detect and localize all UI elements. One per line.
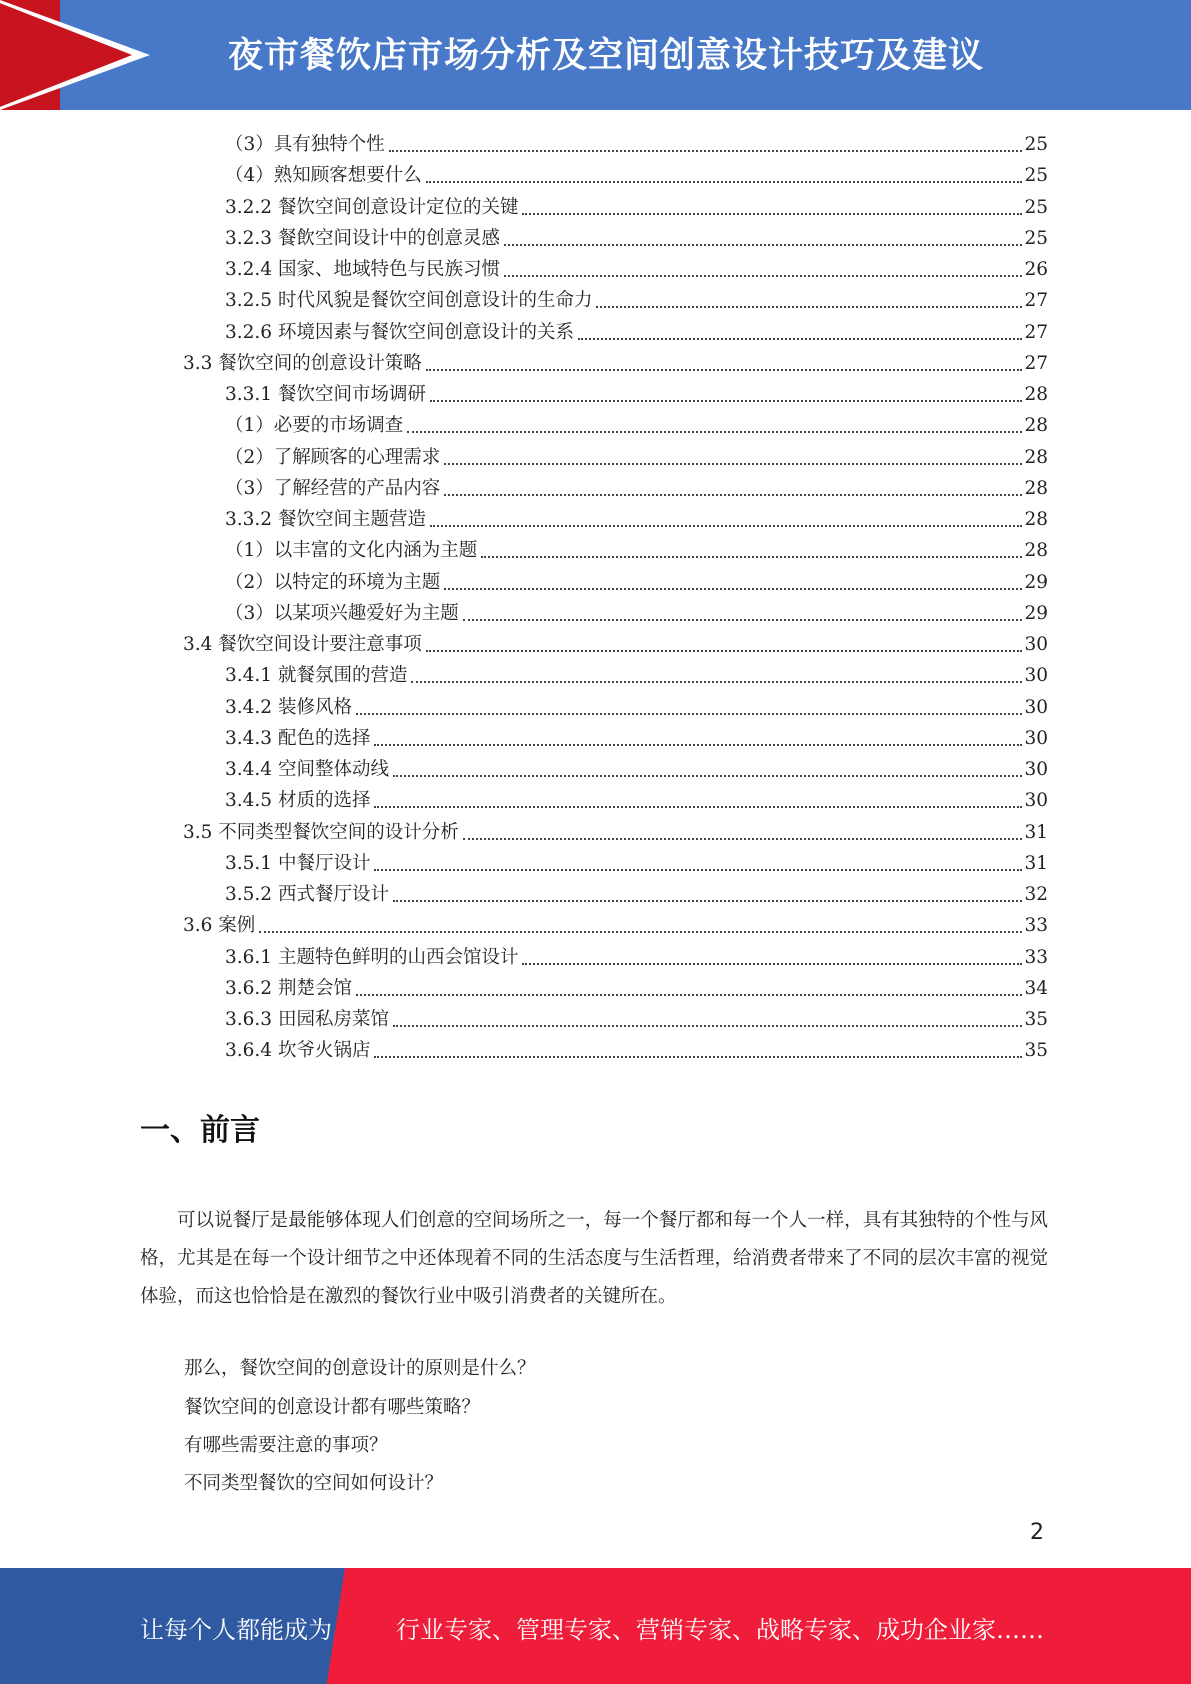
document-title: 夜市餐饮店市场分析及空间创意设计技巧及建议	[228, 36, 985, 76]
toc-entry-page: 30	[1024, 759, 1048, 780]
toc-entry-page: 28	[1024, 415, 1048, 436]
toc-entry[interactable]	[225, 533, 1048, 563]
footer-slogan-left: 让每个人都能成为	[140, 1616, 332, 1644]
toc-entry-label: 3.5.1 中餐厅设计	[225, 853, 371, 874]
toc-entry-page: 25	[1024, 228, 1048, 249]
section-heading: 一、前言	[140, 1113, 260, 1148]
toc-dot-leader	[430, 400, 1022, 402]
toc-dot-leader	[444, 588, 1022, 590]
toc-dot-leader	[393, 900, 1022, 902]
header-band	[0, 0, 1191, 110]
toc-entry-label: 3.2.2 餐饮空间创意设计定位的关键	[225, 197, 519, 218]
toc-entry-label: 3.6.3 田园私房菜馆	[225, 1009, 389, 1030]
toc-entry-label: 3.5 不同类型餐饮空间的设计分析	[183, 822, 459, 843]
toc-entry-page: 25	[1024, 197, 1048, 218]
toc-entry-page: 33	[1024, 915, 1048, 936]
toc-entry[interactable]	[225, 783, 1048, 813]
toc-entry[interactable]	[225, 940, 1048, 970]
toc-entry[interactable]	[225, 408, 1048, 438]
toc-entry[interactable]	[225, 315, 1048, 345]
toc-entry-page: 30	[1024, 790, 1048, 811]
toc-entry-page: 27	[1024, 353, 1048, 374]
toc-entry-label: （3）以某项兴趣爱好为主题	[225, 603, 459, 624]
toc-entry[interactable]	[225, 565, 1048, 595]
toc-dot-leader	[444, 494, 1022, 496]
toc-entry-label: 3.3 餐饮空间的创意设计策略	[183, 353, 422, 374]
toc-entry[interactable]	[225, 377, 1048, 407]
toc-entry-label: 3.3.2 餐饮空间主题营造	[225, 509, 426, 530]
footer-band	[0, 1568, 1191, 1684]
toc-entry-page: 28	[1024, 478, 1048, 499]
header-arrow	[0, 0, 132, 110]
toc-entry-page: 32	[1024, 884, 1048, 905]
toc-entry-page: 30	[1024, 665, 1048, 686]
toc-entry-page: 28	[1024, 540, 1048, 561]
toc-dot-leader	[356, 994, 1023, 996]
toc-entry-page: 27	[1024, 290, 1048, 311]
toc-dot-leader	[259, 931, 1022, 933]
toc-entry[interactable]	[225, 1002, 1048, 1032]
toc-entry[interactable]	[183, 346, 1048, 376]
toc-entry[interactable]	[225, 971, 1048, 1001]
toc-entry-page: 28	[1024, 447, 1048, 468]
toc-entry-page: 33	[1024, 947, 1048, 968]
toc-entry-label: 3.4 餐饮空间设计要注意事项	[183, 634, 422, 655]
toc-entry-label: 3.6 案例	[183, 915, 256, 936]
toc-entry-label: 3.2.4 国家、地域特色与民族习惯	[225, 259, 500, 280]
toc-entry[interactable]	[225, 252, 1048, 282]
toc-entry[interactable]	[225, 596, 1048, 626]
question-line: 有哪些需要注意的事项？	[184, 1435, 388, 1456]
toc-entry-label: 3.4.4 空间整体动线	[225, 759, 389, 780]
toc-entry[interactable]	[225, 221, 1048, 251]
toc-entry-label: 3.3.1 餐饮空间市场调研	[225, 384, 426, 405]
toc-entry-page: 28	[1024, 384, 1048, 405]
toc-entry-label: 3.2.3 餐飲空间设计中的创意灵感	[225, 228, 500, 249]
toc-entry-label: 3.4.3 配色的选择	[225, 728, 371, 749]
toc-entry-label: 3.2.6 环境因素与餐饮空间创意设计的关系	[225, 322, 574, 343]
toc-dot-leader	[411, 681, 1022, 683]
toc-dot-leader	[522, 963, 1022, 965]
footer-slogan-right: 行业专家、管理专家、营销专家、战略专家、成功企业家……	[396, 1616, 1044, 1644]
toc-entry-label: （3）了解经营的产品内容	[225, 478, 441, 499]
toc-entry-label: 3.4.1 就餐氛围的营造	[225, 665, 408, 686]
toc-entry-label: （1）必要的市场调查	[225, 415, 404, 436]
toc-entry-page: 25	[1024, 134, 1048, 155]
question-line: 餐饮空间的创意设计都有哪些策略？	[184, 1397, 481, 1418]
toc-entry-page: 25	[1024, 165, 1048, 186]
toc-dot-leader	[356, 713, 1023, 715]
toc-dot-leader	[430, 525, 1022, 527]
toc-entry-label: 3.6.4 坎爷火锅店	[225, 1040, 371, 1061]
toc-dot-leader	[463, 838, 1023, 840]
toc-entry-label: 3.6.2 荆楚会馆	[225, 978, 352, 999]
toc-entry-page: 28	[1024, 509, 1048, 530]
toc-entry-label: （2）以特定的环境为主题	[225, 572, 441, 593]
toc-dot-leader	[504, 275, 1022, 277]
toc-entry-label: （3）具有独特个性	[225, 134, 385, 155]
toc-entry-page: 35	[1024, 1009, 1048, 1030]
toc-dot-leader	[374, 1056, 1022, 1058]
toc-entry-label: （2）了解顾客的心理需求	[225, 447, 441, 468]
toc-entry[interactable]	[225, 127, 1048, 157]
toc-dot-leader	[407, 431, 1022, 433]
toc-entry-page: 34	[1024, 978, 1048, 999]
toc-entry[interactable]	[225, 690, 1048, 720]
toc-entry-label: （1）以丰富的文化内涵为主题	[225, 540, 478, 561]
toc-entry-page: 30	[1024, 728, 1048, 749]
intro-paragraph: 可以说餐厅是最能够体现人们创意的空间场所之一，每一个餐厅都和每一个人一样，具有其独特的个性与风格，尤其是在每一个设计细节之中还体现着不同的生活态度与生活哲理，给消费者带来了不同的层次丰富的视觉体验，而这也恰恰是在激烈的餐饮行业中吸引消费者的关键所在。	[140, 1210, 1048, 1307]
toc-entry[interactable]	[225, 283, 1048, 313]
toc-entry-page: 31	[1024, 822, 1048, 843]
toc-entry-label: 3.5.2 西式餐厅设计	[225, 884, 389, 905]
toc-entry[interactable]	[225, 440, 1048, 470]
toc-entry[interactable]	[225, 471, 1048, 501]
toc-entry[interactable]	[225, 158, 1048, 188]
toc-entry-label: （4）熟知顾客想要什么	[225, 165, 422, 186]
question-line: 不同类型餐饮的空间如何设计？	[184, 1473, 444, 1494]
toc-entry[interactable]	[225, 190, 1048, 220]
toc-entry-page: 29	[1024, 603, 1048, 624]
toc-dot-leader	[463, 619, 1023, 621]
toc-entry-label: 3.4.2 装修风格	[225, 697, 352, 718]
toc-entry[interactable]	[225, 1033, 1048, 1063]
toc-entry[interactable]	[225, 721, 1048, 751]
toc-dot-leader	[596, 306, 1022, 308]
toc-entry[interactable]	[183, 627, 1048, 657]
toc-entry[interactable]	[225, 846, 1048, 876]
toc-entry[interactable]	[225, 877, 1048, 907]
toc-dot-leader	[504, 244, 1022, 246]
toc-entry[interactable]	[225, 752, 1048, 782]
question-line: 那么，餐饮空间的创意设计的原则是什么？	[184, 1358, 536, 1379]
toc-dot-leader	[374, 806, 1022, 808]
toc-dot-leader	[426, 650, 1023, 652]
page-number: 2	[1030, 1520, 1044, 1545]
toc-dot-leader	[578, 338, 1022, 340]
toc-entry[interactable]	[183, 815, 1048, 845]
toc-dot-leader	[393, 1025, 1022, 1027]
toc-entry-label: 3.4.5 材质的选择	[225, 790, 371, 811]
toc-entry[interactable]	[225, 658, 1048, 688]
toc-dot-leader	[426, 369, 1023, 371]
toc-entry-page: 31	[1024, 853, 1048, 874]
toc-entry-label: 3.6.1 主题特色鲜明的山西会馆设计	[225, 947, 519, 968]
toc-dot-leader	[393, 775, 1022, 777]
toc-entry[interactable]	[225, 502, 1048, 532]
toc-dot-leader	[522, 213, 1022, 215]
toc-entry-page: 35	[1024, 1040, 1048, 1061]
toc-dot-leader	[444, 463, 1022, 465]
toc-dot-leader	[374, 744, 1022, 746]
toc-entry-label: 3.2.5 时代风貌是餐饮空间创意设计的生命力	[225, 290, 593, 311]
toc-entry-page: 29	[1024, 572, 1048, 593]
toc-dot-leader	[481, 556, 1022, 558]
toc-entry-page: 30	[1024, 697, 1048, 718]
toc-entry[interactable]	[183, 908, 1048, 938]
toc-dot-leader	[374, 869, 1022, 871]
toc-dot-leader	[426, 181, 1023, 183]
toc-entry-page: 27	[1024, 322, 1048, 343]
toc-dot-leader	[389, 150, 1023, 152]
toc-entry-page: 30	[1024, 634, 1048, 655]
toc-entry-page: 26	[1024, 259, 1048, 280]
